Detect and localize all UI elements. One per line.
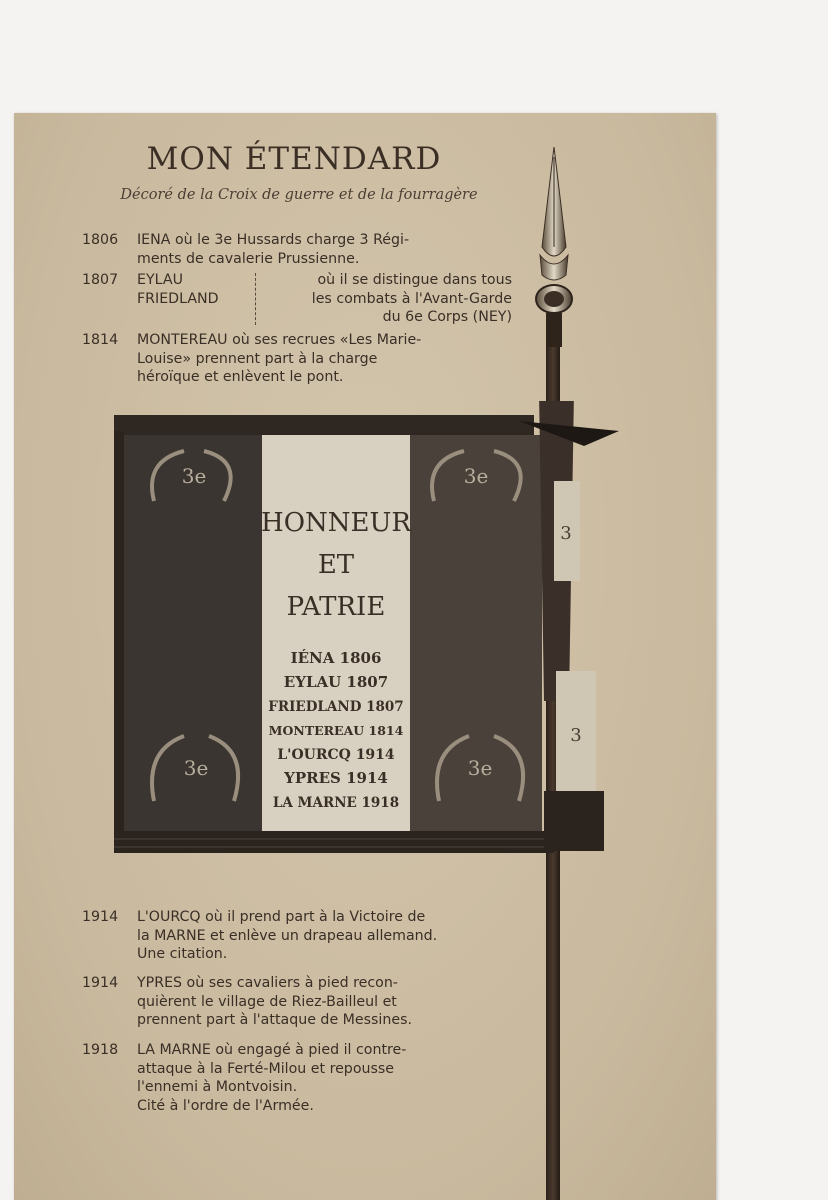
page-subtitle: Décoré de la Croix de guerre et de la fourragère: [120, 187, 478, 203]
entry-line: l'ennemi à Montvoisin.: [137, 1079, 298, 1095]
flag-motto: HONNEUR: [261, 508, 411, 538]
flag-motto: PATRIE: [286, 592, 386, 622]
flag-motto: ET: [317, 550, 355, 580]
flag-battle: L'OURCQ 1914: [277, 747, 395, 763]
entry-year: 1806: [82, 232, 119, 248]
spear-finial-icon: [522, 147, 586, 347]
page-title: MON ÉTENDARD: [146, 141, 442, 177]
entry-1918-marne: [82, 1041, 522, 1119]
entry-line: Une citation.: [137, 946, 228, 962]
entry-year: 1918: [82, 1042, 119, 1058]
entry-year: 1914: [82, 975, 119, 991]
entry-year: 1914: [82, 909, 119, 925]
entry-line: héroïque et enlèvent le pont.: [137, 369, 344, 385]
flag-battle: EYLAU 1807: [283, 673, 389, 691]
flag-battle: LA MARNE 1918: [272, 795, 400, 811]
entry-1914-ourcq: [82, 908, 522, 968]
cravate-mark: 3: [560, 523, 572, 544]
corner-mark: 3e: [467, 756, 493, 780]
entry-line: MONTEREAU où ses recrues «Les Marie-: [137, 332, 422, 348]
entry-line: attaque à la Ferté-Milou et repousse: [137, 1060, 395, 1077]
entry-line: la MARNE et enlève un drapeau allemand.: [137, 927, 438, 944]
entry-line: LA MARNE où engagé à pied il contre-: [137, 1042, 407, 1058]
flag-battle: FRIEDLAND 1807: [268, 699, 404, 715]
entry-year: 1814: [82, 332, 119, 348]
flag-battle: IÉNA 1806: [290, 649, 382, 667]
entry-1806: [82, 231, 512, 271]
entry-line: les combats à l'Avant-Garde: [311, 290, 512, 307]
postcard: [14, 113, 716, 1200]
corner-mark: 3e: [181, 464, 207, 488]
flag-battle: YPRES 1914: [284, 769, 388, 787]
entry-line: ments de cavalerie Prussienne.: [137, 250, 360, 267]
flag-battle: MONTEREAU 1814: [268, 723, 404, 738]
entry-line: prennent part à l'attaque de Messines.: [137, 1012, 412, 1028]
entry-line: où il se distingue dans tous: [317, 272, 512, 288]
entry-line: du 6e Corps (NEY): [382, 309, 512, 325]
entry-1914-ypres: [82, 974, 522, 1034]
entry-year: 1807: [82, 272, 119, 288]
battle-name: EYLAU: [137, 272, 183, 288]
bracket-divider: [255, 273, 258, 325]
battle-name: FRIEDLAND: [137, 290, 219, 307]
cravate-mark: 3: [570, 725, 582, 746]
entry-line: YPRES où ses cavaliers à pied recon-: [137, 975, 398, 991]
entry-line: Cité à l'ordre de l'Armée.: [137, 1097, 314, 1114]
standard-flag: [114, 401, 634, 921]
entry-line: L'OURCQ où il prend part à la Victoire de: [137, 909, 426, 925]
entry-1814: [82, 331, 522, 389]
corner-mark: 3e: [183, 756, 209, 780]
entry-line: IENA où le 3e Hussards charge 3 Régi-: [137, 232, 410, 248]
corner-mark: 3e: [463, 464, 489, 488]
entry-1807: [82, 271, 522, 329]
entry-line: quièrent le village de Riez-Bailleul et: [137, 993, 397, 1010]
entry-line: Louise» prennent part à la charge: [137, 350, 378, 367]
